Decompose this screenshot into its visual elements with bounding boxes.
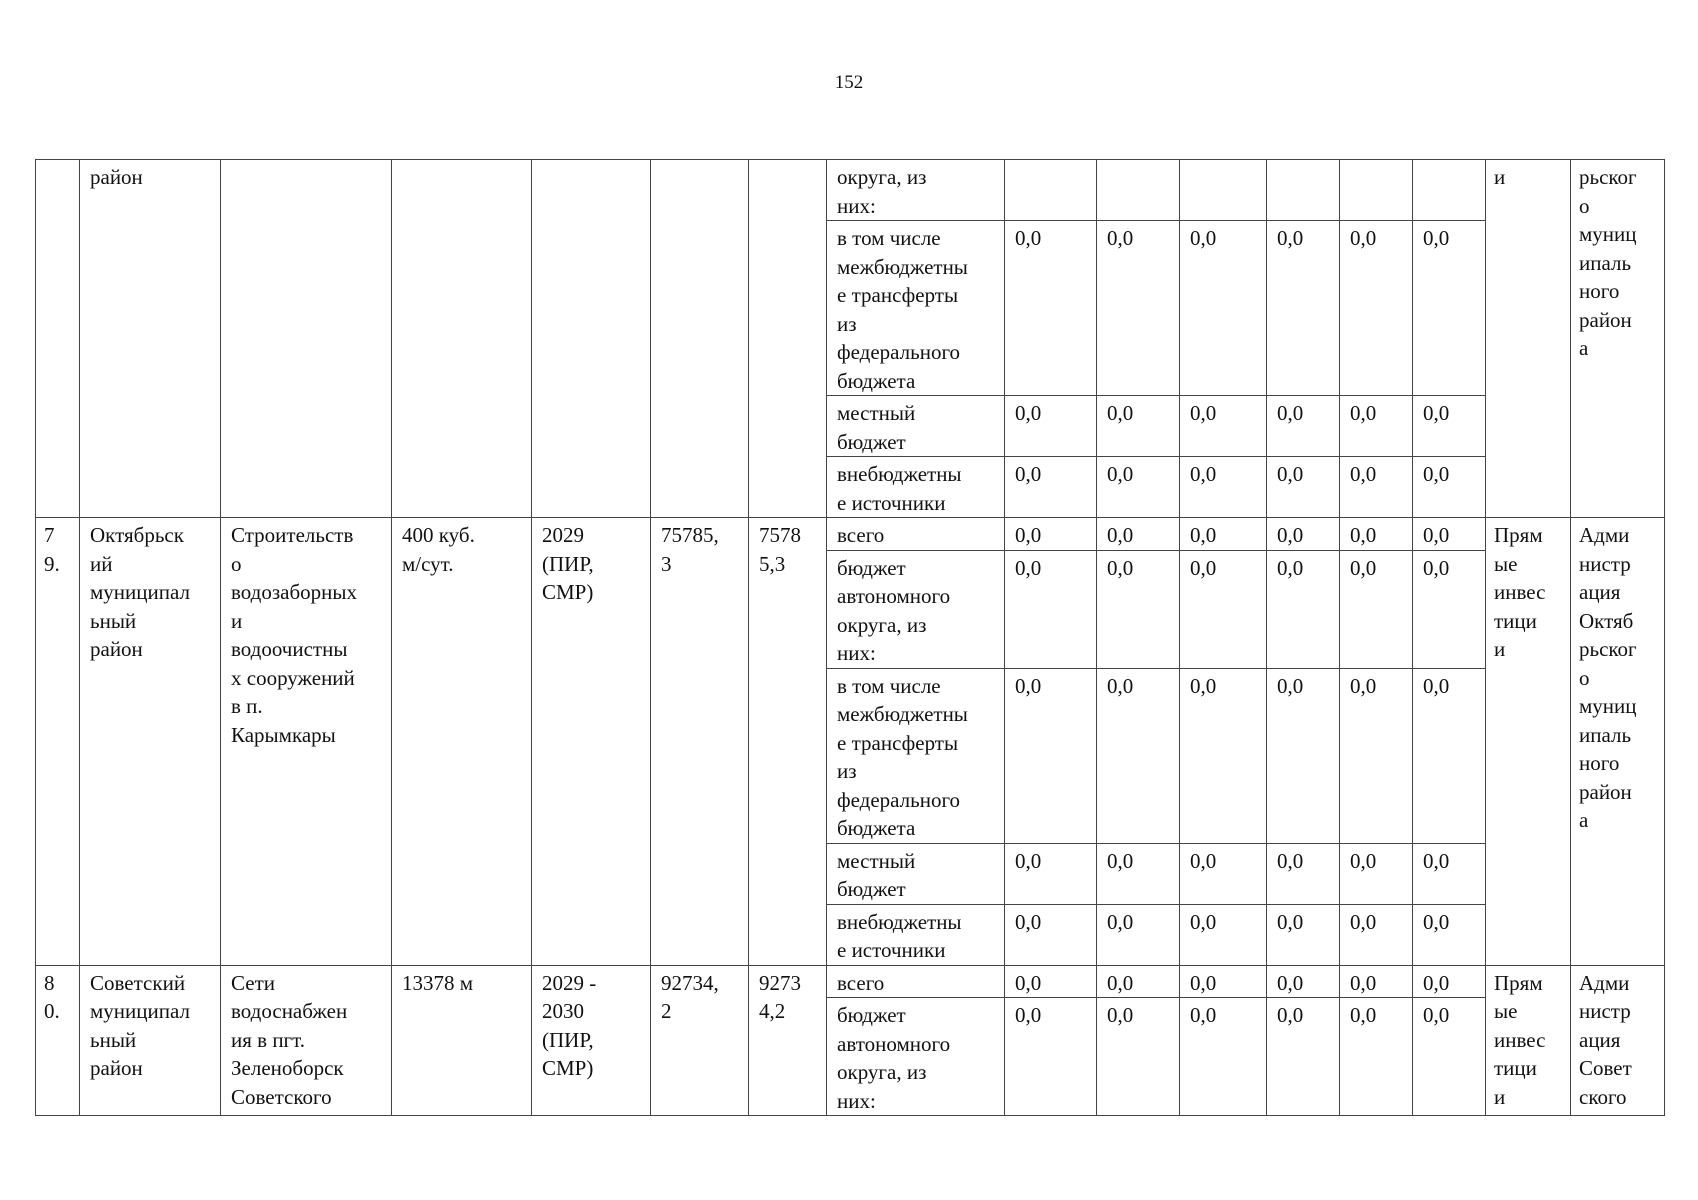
funding-type-cell: Прям ые инвес тици и bbox=[1486, 518, 1571, 966]
value-cell: 0,0 bbox=[1413, 668, 1486, 843]
value-cell: 0,0 bbox=[1097, 457, 1180, 518]
value-cell: 0,0 bbox=[1413, 396, 1486, 457]
value-cell: 0,0 bbox=[1005, 518, 1097, 551]
value-cell: 0,0 bbox=[1267, 396, 1340, 457]
funding-source-label: бюджет автономного округа, из них: bbox=[827, 550, 1005, 668]
municipality-cell: Октябрьск ий муниципал ьный район bbox=[80, 518, 221, 966]
value-cell: 0,0 bbox=[1097, 843, 1180, 904]
value-cell: 0,0 bbox=[1413, 457, 1486, 518]
value-cell bbox=[1180, 160, 1267, 221]
value-cell: 0,0 bbox=[1267, 904, 1340, 965]
value-cell: 0,0 bbox=[1267, 843, 1340, 904]
value-cell: 0,0 bbox=[1267, 221, 1340, 396]
funding-type-cell: и bbox=[1486, 160, 1571, 518]
value-cell: 0,0 bbox=[1340, 965, 1413, 998]
value-cell: 0,0 bbox=[1413, 843, 1486, 904]
value-cell: 0,0 bbox=[1180, 550, 1267, 668]
value-cell: 0,0 bbox=[1180, 221, 1267, 396]
funding-source-label: внебюджетны е источники bbox=[827, 457, 1005, 518]
row-number-cell: 7 9. bbox=[36, 518, 80, 966]
value-cell: 0,0 bbox=[1267, 668, 1340, 843]
value-cell: 0,0 bbox=[1005, 998, 1097, 1116]
value-cell bbox=[1413, 160, 1486, 221]
cost-cell bbox=[651, 160, 749, 518]
funding-source-label: местный бюджет bbox=[827, 396, 1005, 457]
value-cell: 0,0 bbox=[1413, 998, 1486, 1116]
value-cell: 0,0 bbox=[1180, 843, 1267, 904]
value-cell: 0,0 bbox=[1340, 518, 1413, 551]
value-cell: 0,0 bbox=[1097, 998, 1180, 1116]
value-cell: 0,0 bbox=[1005, 221, 1097, 396]
period-cell: 2029 - 2030 (ПИР, СМР) bbox=[532, 965, 651, 1116]
value-cell: 0,0 bbox=[1340, 221, 1413, 396]
executor-cell: рьског о муниц ипаль ного район а bbox=[1571, 160, 1665, 518]
page-number: 152 bbox=[834, 72, 864, 93]
value-cell: 0,0 bbox=[1005, 550, 1097, 668]
capacity-cell: 400 куб. м/сут. bbox=[392, 518, 532, 966]
table-row bbox=[36, 518, 1665, 551]
value-cell: 0,0 bbox=[1413, 904, 1486, 965]
value-cell: 0,0 bbox=[1180, 668, 1267, 843]
value-cell: 0,0 bbox=[1180, 457, 1267, 518]
value-cell: 0,0 bbox=[1005, 668, 1097, 843]
value-cell: 0,0 bbox=[1340, 550, 1413, 668]
row-number-cell bbox=[36, 160, 80, 518]
value-cell: 0,0 bbox=[1267, 998, 1340, 1116]
value-cell: 0,0 bbox=[1340, 843, 1413, 904]
funding-source-label: бюджет автономного округа, из них: bbox=[827, 998, 1005, 1116]
table-row bbox=[36, 160, 1665, 221]
object-cell: Сети водоснабжен ия в пгт. Зеленоборск Советского bbox=[221, 965, 392, 1116]
funding-source-label: в том числе межбюджетны е трансферты из федерального бюджета bbox=[827, 221, 1005, 396]
value-cell: 0,0 bbox=[1005, 396, 1097, 457]
value-cell: 0,0 bbox=[1097, 221, 1180, 396]
funding-source-label: всего bbox=[827, 518, 1005, 551]
value-cell: 0,0 bbox=[1267, 965, 1340, 998]
value-cell: 0,0 bbox=[1180, 965, 1267, 998]
object-cell: Строительств о водозаборных и водоочистны х сооружений в п. Карымкары bbox=[221, 518, 392, 966]
value-cell: 0,0 bbox=[1267, 550, 1340, 668]
municipality-cell: Советский муниципал ьный район bbox=[80, 965, 221, 1116]
row-number-cell: 8 0. bbox=[36, 965, 80, 1116]
value-cell: 0,0 bbox=[1180, 396, 1267, 457]
object-cell bbox=[221, 160, 392, 518]
value-cell: 0,0 bbox=[1005, 843, 1097, 904]
value-cell: 0,0 bbox=[1267, 518, 1340, 551]
value-cell: 0,0 bbox=[1180, 518, 1267, 551]
value-cell bbox=[1005, 160, 1097, 221]
investment-table bbox=[35, 159, 1665, 1116]
value-cell: 0,0 bbox=[1005, 965, 1097, 998]
value-cell: 0,0 bbox=[1097, 904, 1180, 965]
cost-remaining-cell bbox=[749, 160, 827, 518]
cost-remaining-cell: 7578 5,3 bbox=[749, 518, 827, 966]
value-cell: 0,0 bbox=[1005, 457, 1097, 518]
value-cell: 0,0 bbox=[1005, 904, 1097, 965]
executor-cell: Адми нистр ация Октяб рьског о муниц ипаль ного район а bbox=[1571, 518, 1665, 966]
value-cell: 0,0 bbox=[1413, 221, 1486, 396]
value-cell bbox=[1340, 160, 1413, 221]
value-cell: 0,0 bbox=[1340, 457, 1413, 518]
table-row bbox=[36, 965, 1665, 998]
value-cell: 0,0 bbox=[1097, 965, 1180, 998]
cost-cell: 75785, 3 bbox=[651, 518, 749, 966]
cost-remaining-cell: 9273 4,2 bbox=[749, 965, 827, 1116]
value-cell: 0,0 bbox=[1267, 457, 1340, 518]
period-cell: 2029 (ПИР, СМР) bbox=[532, 518, 651, 966]
funding-source-label: всего bbox=[827, 965, 1005, 998]
capacity-cell: 13378 м bbox=[392, 965, 532, 1116]
value-cell: 0,0 bbox=[1180, 904, 1267, 965]
value-cell: 0,0 bbox=[1097, 550, 1180, 668]
value-cell bbox=[1097, 160, 1180, 221]
value-cell: 0,0 bbox=[1413, 965, 1486, 998]
value-cell: 0,0 bbox=[1097, 396, 1180, 457]
funding-type-cell: Прям ые инвес тици и bbox=[1486, 965, 1571, 1116]
value-cell: 0,0 bbox=[1413, 550, 1486, 668]
municipality-cell: район bbox=[80, 160, 221, 518]
period-cell bbox=[532, 160, 651, 518]
value-cell: 0,0 bbox=[1340, 904, 1413, 965]
cost-cell: 92734, 2 bbox=[651, 965, 749, 1116]
value-cell: 0,0 bbox=[1340, 998, 1413, 1116]
value-cell bbox=[1267, 160, 1340, 221]
value-cell: 0,0 bbox=[1340, 396, 1413, 457]
value-cell: 0,0 bbox=[1413, 518, 1486, 551]
value-cell: 0,0 bbox=[1097, 668, 1180, 843]
value-cell: 0,0 bbox=[1180, 998, 1267, 1116]
funding-source-label: местный бюджет bbox=[827, 843, 1005, 904]
capacity-cell bbox=[392, 160, 532, 518]
executor-cell: Адми нистр ация Совет ского bbox=[1571, 965, 1665, 1116]
funding-source-label: округа, из них: bbox=[827, 160, 1005, 221]
funding-source-label: в том числе межбюджетны е трансферты из федерального бюджета bbox=[827, 668, 1005, 843]
funding-source-label: внебюджетны е источники bbox=[827, 904, 1005, 965]
value-cell: 0,0 bbox=[1097, 518, 1180, 551]
value-cell: 0,0 bbox=[1340, 668, 1413, 843]
